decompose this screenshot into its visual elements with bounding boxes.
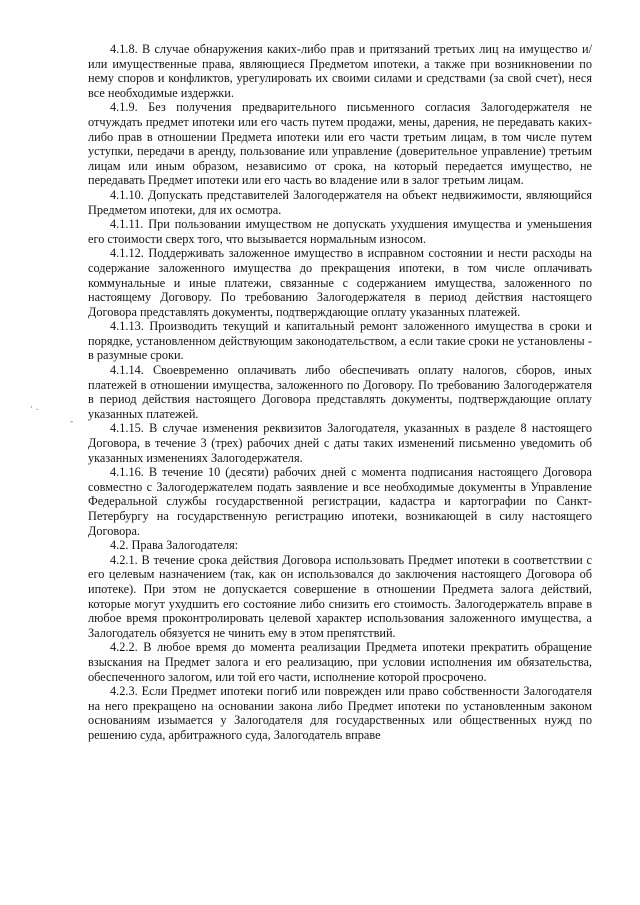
scan-speck-mark: · . [30, 403, 39, 413]
document-body [88, 42, 592, 743]
paragraph-4-2-3: 4.2.3. Если Предмет ипотеки погиб или поврежден или право собственности Залогодателя на него прекращено на основании закона либо Предмет ипотеки по установленным законом основаниям изымается у Залогодателя для государственных или общественных нужд по решению суда, арбитражного суда, Залогодатель вправе [88, 684, 592, 742]
paragraph-4-1-16: 4.1.16. В течение 10 (десяти) рабочих дней с момента подписания настоящего Договора совместно с Залогодержателем подать заявление и все необходимые документы в Управление Федеральной службы государственной регистрации, кадастра и картографии по Санкт-Петербургу на государственную регистрацию ипотеки, возникающей в силу настоящего Договора. [88, 465, 592, 538]
paragraph-4-1-9: 4.1.9. Без получения предварительного письменного согласия Залогодержателя не отчуждать предмет ипотеки или его часть путем продажи, мены, дарения, не передавать каких-либо прав в отношении Предмета ипотеки или его части третьим лицам, в том числе путем уступки, передачи в аренду, пользование или управление (доверительное управление) третьим лицам или иным образом, независимо от срока, на который передается имущество, не передавать Предмет ипотеки или его часть во владение или в залог третьим лицам. [88, 100, 592, 188]
paragraph-4-1-15: 4.1.15. В случае изменения реквизитов Залогодателя, указанных в разделе 8 настоящего Договора, в течение 3 (трех) рабочих дней с даты таких изменений письменно уведомить об указанных изменениях Залогодержателя. [88, 421, 592, 465]
paragraph-4-2-2: 4.2.2. В любое время до момента реализации Предмета ипотеки прекратить обращение взыскания на Предмет залога и его реализацию, при условии исполнения им обязательства, обеспеченного залогом, или той его части, исполнение которой просрочено. [88, 640, 592, 684]
paragraph-4-1-8: 4.1.8. В случае обнаружения каких-либо прав и притязаний третьих лиц на имущество и/или имущественные права, являющиеся Предметом ипотеки, а также при возникновении по нему споров и конфликтов, урегулировать их своими силами и средствами (за свой счет), неся все необходимые издержки. [88, 42, 592, 100]
paragraph-4-1-14: 4.1.14. Своевременно оплачивать либо обеспечивать оплату налогов, сборов, иных платежей в отношении имущества, заложенного по Договору. По требованию Залогодержателя в период действия настоящего Договора представлять документы, подтверждающие оплату указанных платежей. [88, 363, 592, 421]
paragraph-4-2-1: 4.2.1. В течение срока действия Договора использовать Предмет ипотеки в соответствии с его целевым назначением (так, как он использовался до заключения настоящего Договора об ипотеке). При этом не допускается совершение в отношении Предмета залога действий, которые могут ухудшить его состояние либо снизить его стоимость. Залогодержатель вправе в любое время проконтролировать целевой характер использования заложенного имущества, а Залогодатель обязуется не чинить ему в этом препятствий. [88, 552, 592, 640]
paragraph-4-1-13: 4.1.13. Производить текущий и капитальный ремонт заложенного имущества в сроки и порядке, установленном действующим законодательством, а если такие сроки не установлены - в разумные сроки. [88, 319, 592, 363]
scan-speck-mark-2: - [70, 417, 74, 427]
paragraph-4-1-11: 4.1.11. При пользовании имуществом не допускать ухудшения имущества и уменьшения его стоимости сверх того, что вызывается нормальным износом. [88, 217, 592, 246]
section-heading-4-2: 4.2. Права Залогодателя: [110, 538, 239, 553]
paragraph-4-1-12: 4.1.12. Поддерживать заложенное имущество в исправном состоянии и нести расходы на содержание заложенного имущества до прекращения ипотеки, в том числе оплачивать коммунальные и иные платежи, связанные с содержанием имущества, заложенного по настоящему Договору. По требованию Залогодержателя в период действия настоящего Договора представлять документы, подтверждающие оплату указанных платежей. [88, 246, 592, 319]
paragraph-4-1-10: 4.1.10. Допускать представителей Залогодержателя на объект недвижимости, являющийся Предметом ипотеки, для их осмотра. [88, 187, 592, 217]
